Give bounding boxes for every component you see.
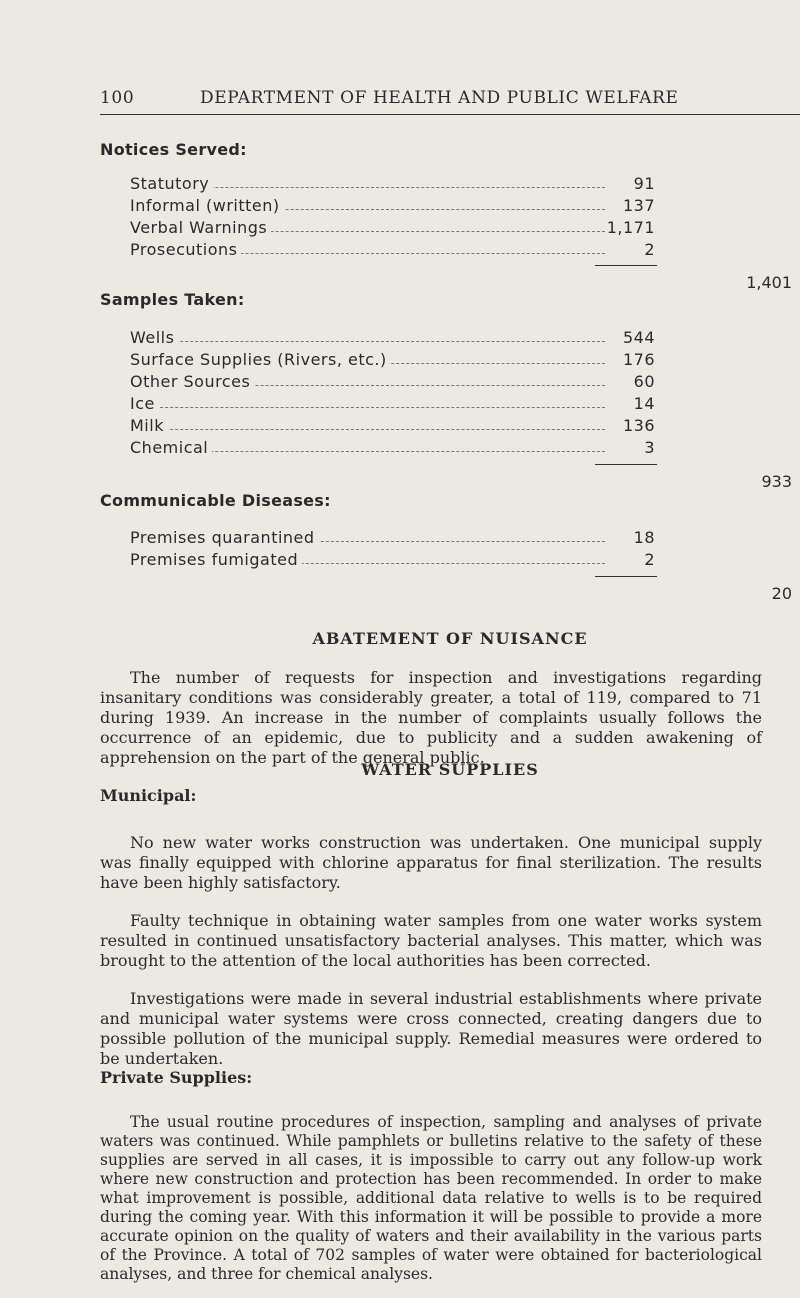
row-value: 2 bbox=[644, 550, 655, 569]
row-label: Milk bbox=[130, 416, 168, 435]
row-value: 1,171 bbox=[606, 218, 655, 237]
municipal-paragraph-1: No new water works construction was undertaken. One municipal supply was finally equipped with chlorine apparatus for final sterilization. The results have been highly satisfactory. bbox=[100, 833, 762, 892]
notice-row-prosecutions bbox=[130, 240, 655, 262]
leader-dots bbox=[130, 341, 605, 342]
subtotal-rule bbox=[595, 464, 657, 465]
abatement-paragraph: The number of requests for inspection and investigations regarding insanitary conditions was considerably greater, a total of 119, compared to 71 during 1939. An increase in the number of complaints usually follows the occurrence of an epidemic, due to publicity and a sudden awakening of apprehension on the part of the general public. bbox=[100, 668, 762, 767]
diseases-heading: Communicable Diseases: bbox=[100, 491, 331, 510]
row-label: Informal (written) bbox=[130, 196, 284, 215]
subtotal-rule bbox=[595, 576, 657, 577]
sample-row-chemical bbox=[130, 438, 655, 460]
disease-row-fumigated bbox=[130, 550, 655, 572]
municipal-heading: Municipal: bbox=[100, 786, 197, 805]
row-label: Premises quarantined bbox=[130, 528, 319, 547]
municipal-paragraph-2: Faulty technique in obtaining water samples from one water works system resulted in continued unsatisfactory bacterial analyses. This matter, which was brought to the attention of the local authorities has been corrected. bbox=[100, 911, 762, 970]
row-label: Chemical bbox=[130, 438, 212, 457]
row-value: 91 bbox=[633, 174, 655, 193]
row-value: 2 bbox=[644, 240, 655, 259]
subtotal-rule bbox=[595, 265, 657, 266]
notice-row-informal bbox=[130, 196, 655, 218]
water-supplies-heading: WATER SUPPLIES bbox=[361, 760, 539, 779]
row-value: 176 bbox=[622, 350, 655, 369]
municipal-paragraph-3: Investigations were made in several industrial establishments where private and municipal water systems were cross connected, creating dangers due to possible pollution of the municipal supply. Remedial measures were ordered to be undertaken. bbox=[100, 989, 762, 1068]
notices-heading: Notices Served: bbox=[100, 140, 247, 159]
sample-row-ice bbox=[130, 394, 655, 416]
row-value: 3 bbox=[644, 438, 655, 457]
row-label: Verbal Warnings bbox=[130, 218, 271, 237]
row-value: 60 bbox=[633, 372, 655, 391]
header-rule bbox=[100, 114, 800, 115]
samples-heading: Samples Taken: bbox=[100, 290, 245, 309]
running-title: DEPARTMENT OF HEALTH AND PUBLIC WELFARE bbox=[200, 88, 679, 108]
notice-row-verbal-warnings bbox=[130, 218, 655, 240]
row-label: Surface Supplies (Rivers, etc.) bbox=[130, 350, 391, 369]
diseases-total: 20 bbox=[771, 584, 792, 603]
samples-total: 933 bbox=[761, 472, 792, 491]
row-label: Premises fumigated bbox=[130, 550, 302, 569]
private-supplies-heading: Private Supplies: bbox=[100, 1068, 253, 1087]
page-number: 100 bbox=[100, 88, 135, 108]
row-label: Other Sources bbox=[130, 372, 254, 391]
row-value: 14 bbox=[633, 394, 655, 413]
row-label: Prosecutions bbox=[130, 240, 241, 259]
sample-row-milk bbox=[130, 416, 655, 438]
row-label: Statutory bbox=[130, 174, 213, 193]
row-value: 137 bbox=[622, 196, 655, 215]
row-value: 136 bbox=[622, 416, 655, 435]
row-value: 18 bbox=[633, 528, 655, 547]
leader-dots bbox=[130, 407, 605, 408]
notices-total: 1,401 bbox=[746, 273, 792, 292]
abatement-heading: ABATEMENT OF NUISANCE bbox=[312, 629, 588, 648]
sample-row-wells bbox=[130, 328, 655, 350]
disease-row-quarantined bbox=[130, 528, 655, 550]
leader-dots bbox=[130, 429, 605, 430]
row-label: Ice bbox=[130, 394, 159, 413]
row-value: 544 bbox=[622, 328, 655, 347]
sample-row-surface-supplies bbox=[130, 350, 655, 372]
private-supplies-paragraph: The usual routine procedures of inspection, sampling and analyses of private waters was continued. While pamphlets or bulletins relative to the safety of these supplies are served in all cases, it is impossible to carry out any follow-up work where new construction and protection has been recommended. In order to make what improvement is possible, additional data relative to wells is to be required during the coming year. With this information it will be possible to provide a more accurate opinion on the quality of waters and their availability in the various parts of the Province. A total of 702 samples of water were obtained for bacteriological analyses, and three for chemical analyses. bbox=[100, 1113, 762, 1283]
notice-row-statutory bbox=[130, 174, 655, 196]
sample-row-other-sources bbox=[130, 372, 655, 394]
row-label: Wells bbox=[130, 328, 178, 347]
